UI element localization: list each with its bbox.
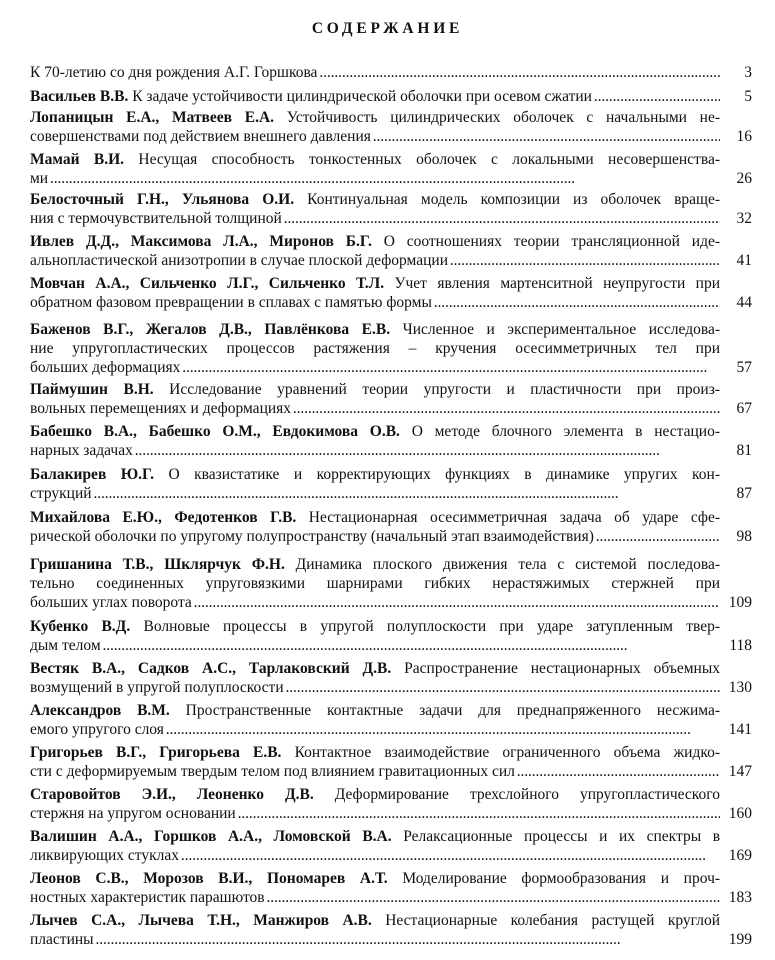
toc-entry-page-number: 147 bbox=[728, 763, 752, 780]
toc-entry-authors: Леонов С.В., Морозов В.И., Пономарев А.Т. bbox=[30, 870, 388, 887]
toc-entry-title: ностных характеристик парашютов bbox=[30, 889, 265, 906]
toc-entry-authors: Гришанина Т.В., Шклярчук Ф.Н. bbox=[30, 556, 285, 573]
toc-entry-title: обратном фазовом превращении в сплавах с памятью формы bbox=[30, 294, 432, 311]
toc-entry-line bbox=[30, 441, 720, 460]
toc-entry[interactable] bbox=[30, 743, 752, 781]
toc-entry-line bbox=[30, 846, 720, 865]
toc-entry-page-number: 67 bbox=[736, 400, 752, 417]
toc-entry-authors: Александров В.М. bbox=[30, 702, 170, 719]
toc-entry-title: совершенствами под действием внешнего давления bbox=[30, 128, 371, 145]
toc-entry-title: Учет явления мартенситной неупругости при bbox=[394, 275, 720, 292]
toc-entry-title: Релаксационные процессы и их спектры в bbox=[403, 828, 720, 845]
toc-entry-page-number: 160 bbox=[728, 805, 752, 822]
toc-entry-page-number: 199 bbox=[728, 931, 752, 948]
toc-entry-line bbox=[30, 190, 720, 209]
toc-entry-authors: Баженов В.Г., Жегалов Д.В., Павлёнкова Е.В. bbox=[30, 321, 391, 338]
toc-entry-title: емого упругого слоя bbox=[30, 721, 164, 738]
toc-entry-title: возмущений в упругой полуплоскости bbox=[30, 679, 284, 696]
toc-entry-page-number: 5 bbox=[744, 88, 752, 105]
toc-entry-title: О квазистатике и корректирующих функциях в динамике упругих кон- bbox=[168, 466, 720, 483]
toc-entry-title: сти с деформируемым твердым телом под влиянием гравитационных сил bbox=[30, 763, 515, 780]
toc-entry-title: ния с термочувствительной толщиной bbox=[30, 210, 282, 227]
toc-entry-title: Волновые процессы в упругой полуплоскости при ударе затупленным твер- bbox=[143, 618, 720, 635]
toc-entry[interactable] bbox=[30, 701, 752, 739]
toc-entry-line bbox=[30, 785, 720, 804]
toc-entry-line bbox=[30, 358, 720, 377]
toc-entry-line bbox=[30, 232, 720, 251]
toc-entry-line bbox=[30, 127, 720, 146]
toc-entry-authors: Бабешко В.А., Бабешко О.М., Евдокимова О.В. bbox=[30, 423, 400, 440]
toc-entry-title: пластины bbox=[30, 931, 94, 948]
toc-entry-title: дым телом bbox=[30, 637, 101, 654]
toc-entry-authors: Кубенко В.Д. bbox=[30, 618, 131, 635]
toc-entry-authors: Григорьев В.Г., Григорьева Е.В. bbox=[30, 744, 282, 761]
toc-entry-line bbox=[30, 399, 720, 418]
toc-entry[interactable] bbox=[30, 150, 752, 188]
toc-entry[interactable] bbox=[30, 827, 752, 865]
toc-entry-title: ликвирующих стуклах bbox=[30, 847, 179, 864]
toc-entry[interactable] bbox=[30, 108, 752, 146]
toc-entry[interactable] bbox=[30, 911, 752, 949]
toc-entry-line bbox=[30, 617, 720, 636]
toc-entry-page-number: 32 bbox=[736, 210, 752, 227]
toc-entry-title: Нестационарные колебания растущей круглой bbox=[385, 912, 720, 929]
toc-entry-page-number: 41 bbox=[736, 252, 752, 269]
toc-entry-authors: Мовчан А.А., Сильченко Л.Г., Сильченко Т.Л. bbox=[30, 275, 385, 292]
toc-entry-title: Динамика плоского движения тела с системой последова- bbox=[295, 556, 720, 573]
toc-entry-title: Контактное взаимодействие ограниченного объема жидко- bbox=[294, 744, 720, 761]
toc-entry-page-number: 44 bbox=[736, 294, 752, 311]
toc-entry-page-number: 87 bbox=[736, 485, 752, 502]
toc-entry-page-number: 130 bbox=[728, 679, 752, 696]
toc-entry-title: стержня на упругом основании bbox=[30, 805, 236, 822]
toc-entry-title: рической оболочки по упругому полупространству (начальный этап взаимодействия) bbox=[30, 528, 594, 545]
toc-entry[interactable] bbox=[30, 659, 752, 697]
toc-entry-authors: Старовойтов Э.И., Леоненко Д.В. bbox=[30, 786, 314, 803]
toc-entry-page-number: 109 bbox=[728, 594, 752, 611]
toc-entry[interactable] bbox=[30, 190, 752, 228]
toc-entry-line bbox=[30, 484, 720, 503]
toc-entry-page-number: 16 bbox=[736, 128, 752, 145]
toc-entry-title: К 70-летию со дня рождения А.Г. Горшкова bbox=[30, 64, 318, 81]
toc-entry-title: О методе блочного элемента в нестацио- bbox=[411, 423, 720, 440]
toc-entry-title: Исследование уравнений теории упругости и пластичности при произ- bbox=[169, 381, 720, 398]
toc-entry-authors: Лычев С.А., Лычева Т.Н., Манжиров А.В. bbox=[30, 912, 372, 929]
toc-entry-authors: Вестяк В.А., Садков А.С., Тарлаковский Д.В. bbox=[30, 660, 392, 677]
toc-entry-title: Несущая способность тонкостенных оболочек с локальными несовершенства- bbox=[138, 151, 720, 168]
toc-entry[interactable] bbox=[30, 232, 752, 270]
toc-entry-title: альнопластической анизотропии в случае плоской деформации bbox=[30, 252, 449, 269]
toc-entry-line bbox=[30, 209, 720, 228]
toc-entry[interactable] bbox=[30, 785, 752, 823]
toc-entry-title: больших деформациях bbox=[30, 359, 181, 376]
toc-entry-title: Континуальная модель композиции из оболочек враще- bbox=[307, 191, 720, 208]
toc-entry-line bbox=[30, 911, 720, 930]
toc-entry-title: больших углах поворота bbox=[30, 594, 192, 611]
toc-entry-title: Устойчивость цилиндрических оболочек с начальными не- bbox=[286, 109, 720, 126]
toc-entry[interactable] bbox=[30, 869, 752, 907]
toc-entry-title: ние упругопластических процессов растяжения – кручения осесимметричных тел при bbox=[30, 340, 720, 357]
toc-entry-line bbox=[30, 465, 720, 484]
toc-entry-authors: Балакирев Ю.Г. bbox=[30, 466, 155, 483]
toc-entry-line bbox=[30, 251, 720, 270]
toc-entry[interactable] bbox=[30, 422, 752, 460]
toc-entry-authors: Валишин А.А., Горшков А.А., Ломовской В.А. bbox=[30, 828, 392, 845]
toc-entry[interactable] bbox=[30, 274, 752, 312]
toc-entry-line bbox=[30, 827, 720, 846]
toc-entry-page-number: 26 bbox=[736, 170, 752, 187]
toc-entry-authors: Васильев В.В. bbox=[30, 88, 129, 105]
toc-entry-line bbox=[30, 593, 720, 612]
toc-entry-title: Нестационарная осесимметричная задача об ударе сфе- bbox=[308, 509, 720, 526]
toc-entry-line bbox=[30, 169, 720, 188]
toc-entry-line bbox=[30, 87, 720, 106]
toc-entry-line bbox=[30, 320, 720, 339]
toc-entry-line bbox=[30, 762, 720, 781]
toc-entry-line bbox=[30, 508, 720, 527]
page-title: СОДЕРЖАНИЕ bbox=[311, 20, 464, 37]
toc-entry-page-number: 141 bbox=[728, 721, 752, 738]
toc-entry-authors: Лопаницын Е.А., Матвеев Е.А. bbox=[30, 109, 275, 126]
toc-entry-line bbox=[30, 150, 720, 169]
toc-entry-authors: Белосточный Г.Н., Ульянова О.И. bbox=[30, 191, 295, 208]
toc-entry-title: тельно соединенных упруговязкими шарнирами гибких нерастяжимых стержней при bbox=[30, 575, 720, 592]
toc-entry[interactable] bbox=[30, 555, 752, 612]
toc-entry-line bbox=[30, 720, 720, 739]
toc-entry-title: К задаче устойчивости цилиндрической оболочки при осевом сжатии bbox=[132, 88, 592, 105]
toc-entry-title: Моделирование формообразования и проч- bbox=[402, 870, 720, 887]
toc-entry[interactable] bbox=[30, 63, 752, 82]
toc-entry-line bbox=[30, 869, 720, 888]
toc-entry-line bbox=[30, 659, 720, 678]
toc-entry-line bbox=[30, 743, 720, 762]
toc-entry-authors: Паймушин В.Н. bbox=[30, 381, 154, 398]
toc-entry-line bbox=[30, 293, 720, 312]
toc-entry-line bbox=[30, 108, 720, 127]
toc-entry-page-number: 118 bbox=[729, 637, 752, 654]
toc-entry-line bbox=[30, 527, 720, 546]
toc-entry-authors: Ивлев Д.Д., Максимова Л.А., Миронов Б.Г. bbox=[30, 233, 372, 250]
toc-entry-title: Деформирование трехслойного упругопластического bbox=[334, 786, 720, 803]
toc-entry-title: струкций bbox=[30, 485, 92, 502]
toc-entry-line bbox=[30, 678, 720, 697]
toc-entry-line bbox=[30, 574, 720, 593]
toc-entry-title: Пространственные контактные задачи для преднапряженного несжима- bbox=[185, 702, 720, 719]
toc-entry-title: Численное и экспериментальное исследова- bbox=[402, 321, 720, 338]
toc-entry-page-number: 183 bbox=[728, 889, 752, 906]
toc-entry[interactable] bbox=[30, 508, 752, 546]
toc-entry[interactable] bbox=[30, 617, 752, 655]
toc-entry-title: нарных задачах bbox=[30, 442, 133, 459]
toc-entry-line bbox=[30, 701, 720, 720]
toc-entry-line bbox=[30, 888, 720, 907]
toc-entry-line bbox=[30, 804, 720, 823]
toc-entry-line bbox=[30, 63, 720, 82]
toc-entry-line bbox=[30, 274, 720, 293]
toc-entry-line bbox=[30, 636, 720, 655]
toc-entry-page-number: 3 bbox=[744, 64, 752, 81]
toc-entry[interactable] bbox=[30, 87, 752, 106]
toc-entry-authors: Мамай В.И. bbox=[30, 151, 125, 168]
toc-entry-title: ми bbox=[30, 170, 49, 187]
toc-entry-title: О соотношениях теории трансляционной иде- bbox=[383, 233, 720, 250]
toc-entry[interactable] bbox=[30, 380, 752, 418]
toc-entry-authors: Михайлова Е.Ю., Федотенков Г.В. bbox=[30, 509, 297, 526]
toc-entry[interactable] bbox=[30, 465, 752, 503]
toc-entry-line bbox=[30, 555, 720, 574]
toc-entry-page-number: 98 bbox=[736, 528, 752, 545]
toc-entry-line bbox=[30, 339, 720, 358]
toc-entry-title: Распространение нестационарных объемных bbox=[404, 660, 720, 677]
toc-entry-page-number: 169 bbox=[728, 847, 752, 864]
toc-entry-line bbox=[30, 422, 720, 441]
toc-entry-page-number: 57 bbox=[736, 359, 752, 376]
toc-entry-line bbox=[30, 380, 720, 399]
toc-entry-line bbox=[30, 930, 720, 949]
toc-entry-title: вольных перемещениях и деформациях bbox=[30, 400, 292, 417]
toc-entry[interactable] bbox=[30, 320, 752, 377]
toc-entry-page-number: 81 bbox=[736, 442, 752, 459]
